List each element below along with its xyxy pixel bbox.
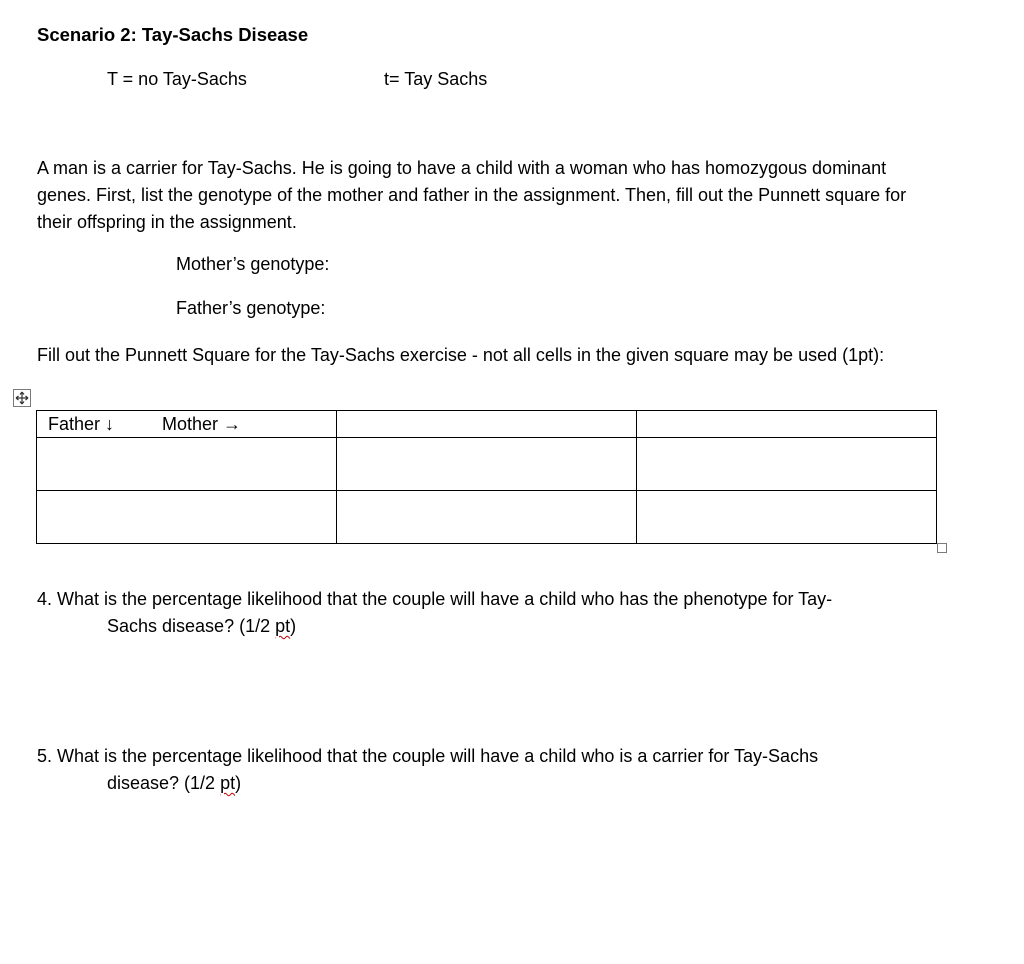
spellcheck-word[interactable]: pt bbox=[220, 773, 236, 793]
question-5-line-2 bbox=[107, 773, 241, 794]
question-4-close: ) bbox=[290, 616, 297, 636]
father-allele-cell-1[interactable] bbox=[37, 438, 337, 491]
table-move-handle[interactable] bbox=[13, 389, 31, 407]
offspring-cell-2-2[interactable] bbox=[637, 491, 937, 544]
header-cell[interactable] bbox=[37, 411, 337, 438]
punnett-instruction: Fill out the Punnett Square for the Tay-Sachs exercise - not all cells in the given square may be used (1pt): bbox=[37, 345, 885, 365]
question-5-text: disease? (1/2 bbox=[107, 773, 221, 793]
move-icon bbox=[15, 391, 29, 405]
question-4-line-2 bbox=[107, 616, 296, 637]
mother-genotype-label: Mother’s genotype: bbox=[176, 254, 330, 274]
offspring-cell-1-2[interactable] bbox=[637, 438, 937, 491]
mother-allele-cell-1[interactable] bbox=[337, 411, 637, 438]
mother-header: Mother → bbox=[162, 414, 242, 434]
table-resize-handle[interactable] bbox=[937, 543, 947, 553]
father-genotype-label: Father’s genotype: bbox=[176, 298, 326, 318]
scenario-title: Scenario 2: Tay-Sachs Disease bbox=[37, 24, 309, 45]
offspring-cell-2-1[interactable] bbox=[337, 491, 637, 544]
spellcheck-word[interactable]: pt bbox=[275, 616, 291, 636]
dominant-allele-key: T = no Tay-Sachs bbox=[107, 69, 247, 89]
father-allele-cell-2[interactable] bbox=[37, 491, 337, 544]
punnett-square-table bbox=[36, 410, 937, 544]
table-row bbox=[37, 491, 937, 544]
question-5-line-1: 5. What is the percentage likelihood that the couple will have a child who is a carrier for Tay-Sachs bbox=[37, 746, 819, 766]
scenario-paragraph: A man is a carrier for Tay-Sachs. He is going to have a child with a woman who has homozygous dominant genes. First, list the genotype of the mother and father in the assignment. Then, fill out the Punnett square for their offspring in the assignment. bbox=[37, 158, 907, 232]
offspring-cell-1-1[interactable] bbox=[337, 438, 637, 491]
recessive-allele-key: t= Tay Sachs bbox=[384, 69, 488, 89]
mother-allele-cell-2[interactable] bbox=[637, 411, 937, 438]
table-row bbox=[37, 438, 937, 491]
table-row bbox=[37, 411, 937, 438]
question-4-text: Sachs disease? (1/2 bbox=[107, 616, 276, 636]
question-4-line-1: 4. What is the percentage likelihood that the couple will have a child who has the phenotype for Tay- bbox=[37, 589, 833, 609]
father-header: Father ↓ bbox=[48, 414, 115, 434]
question-5-close: ) bbox=[235, 773, 242, 793]
